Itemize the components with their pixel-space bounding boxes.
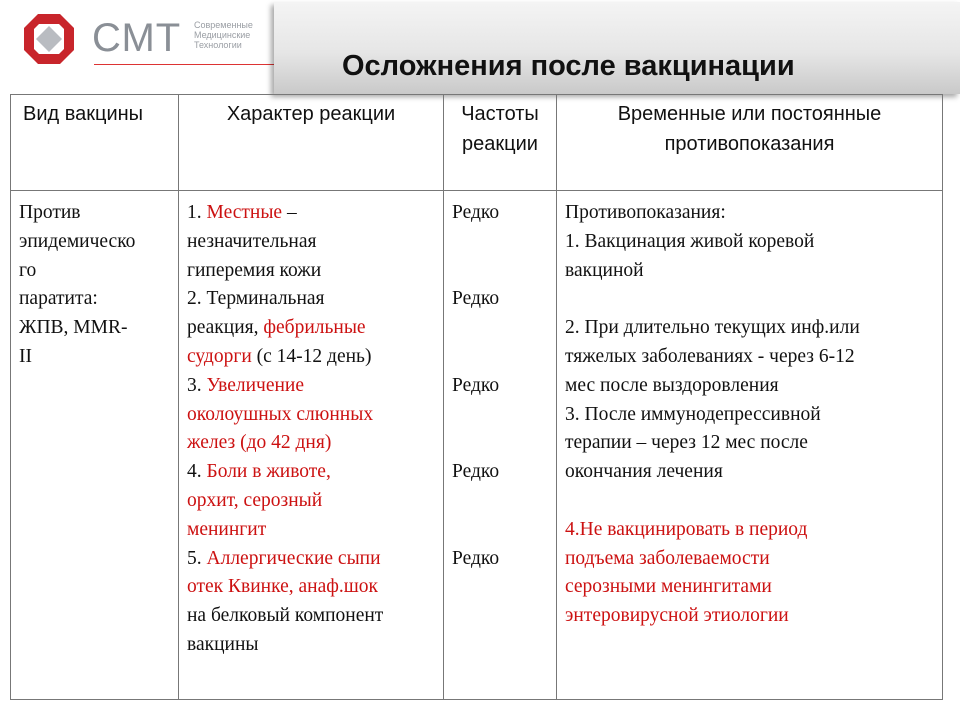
- frequency-cell: Редко Редко Редко Редко Редко: [444, 191, 557, 700]
- header-vaccine-type: Вид вакцины: [11, 95, 179, 191]
- complications-table: [10, 94, 943, 700]
- reaction-cell: 1. Местные – незначительная гиперемия кожи 2. Терминальная реакция, фебрильные судорги (с 14-12 день) 3. Увеличение околоушных слюнных желез (до 42 дня) 4. Боли в животе, орхит, серозный менингит 5. Аллергические сыпи отек Квинке, анаф.шок на белковый компонент вакцины: [179, 191, 444, 700]
- table-row: [11, 191, 943, 700]
- logo-octagon-icon: [22, 12, 76, 66]
- header-reaction-type: Характер реакции: [179, 95, 444, 191]
- header-frequency: Частоты реакции: [444, 95, 557, 191]
- header-contraindications: Временные или постоянные противопоказания: [557, 95, 943, 191]
- table-header-row: [11, 95, 943, 191]
- contraindications-cell: Противопоказания: 1. Вакцинация живой коревой вакциной 2. При длительно текущих инф.или тяжелых заболеваниях - через 6-12 мес после выздоровления 3. После иммунодепрессивной терапии – через 12 мес после окончания лечения 4.Не вакцинировать в период подъема заболеваемости серозными менингитами энтеровирусной этиологии: [557, 191, 943, 700]
- logo-abbreviation: СМТ: [92, 16, 182, 60]
- logo-underline: [94, 64, 274, 65]
- vaccine-cell: Против эпидемическо го паратита: ЖПВ, MMR- II: [11, 191, 179, 700]
- page-title: Осложнения после вакцинации: [342, 50, 795, 82]
- logo-tagline: Современные Медицинские Технологии: [194, 20, 253, 50]
- company-logo: [22, 12, 262, 72]
